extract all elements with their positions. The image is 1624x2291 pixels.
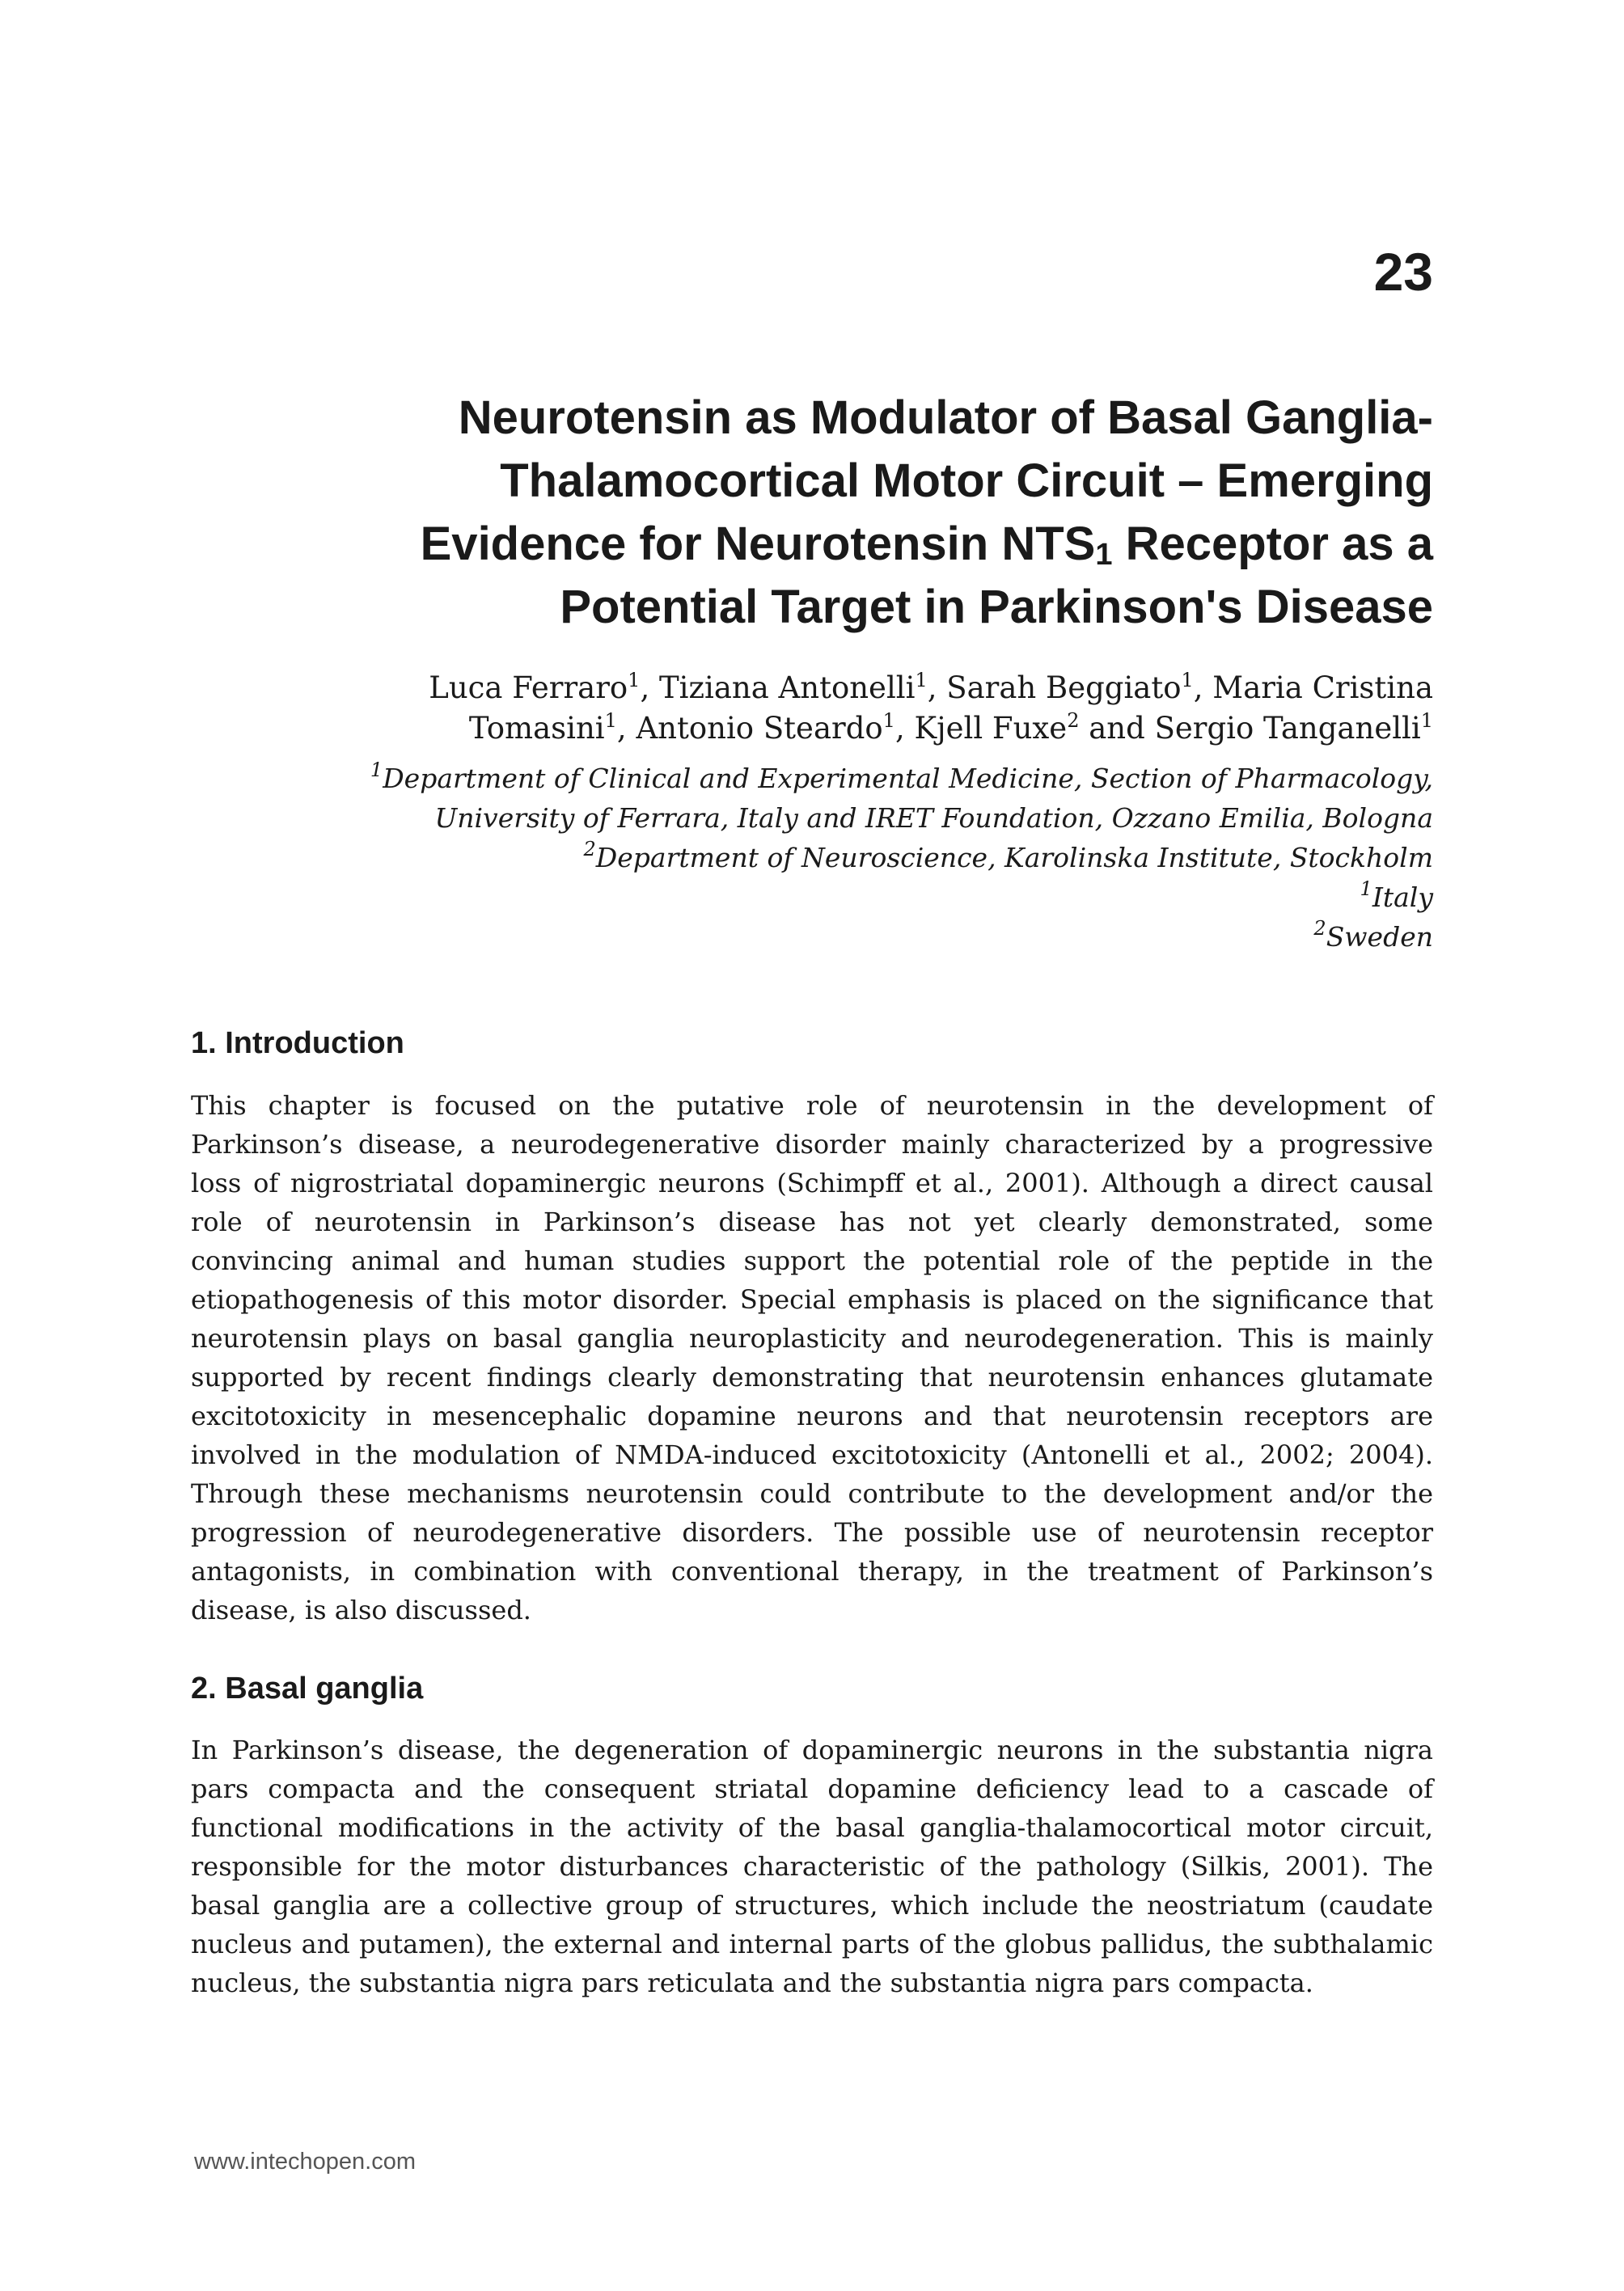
- affil-mark: 1: [370, 759, 383, 781]
- affiliations: [171, 759, 1433, 957]
- text-line: In Parkinson’s disease, the degeneration of dopaminergic neurons in the substantia nigra: [191, 1735, 1433, 1765]
- title-line-3-rest: Receptor as a: [1112, 518, 1433, 570]
- paragraph-basal-ganglia: [191, 1731, 1433, 2002]
- section-heading-introduction: 1. Introduction: [191, 1026, 404, 1060]
- affil-mark: 1: [1360, 877, 1372, 900]
- text-line: pars compacta and the consequent striatal dopamine deficiency lead to a cascade of: [191, 1773, 1433, 1804]
- affil-text: Department of Neuroscience, Karolinska Institute, Stockholm: [595, 842, 1433, 873]
- section-heading-basal-ganglia: 2. Basal ganglia: [191, 1672, 424, 1706]
- text-line: involved in the modulation of NMDA-induced excitotoxicity (Antonelli et al., 2002; 2004).: [191, 1439, 1433, 1470]
- affiliation-line-1: [171, 759, 1433, 798]
- text-line: nucleus and putamen), the external and internal parts of the globus pallidus, the subthalamic: [191, 1929, 1433, 1959]
- affiliation-line-2: University of Ferrara, Italy and IRET Foundation, Ozzano Emilia, Bologna: [434, 802, 1433, 834]
- text-line: nucleus, the substantia nigra pars reticulata and the substantia nigra pars compacta.: [191, 1968, 1313, 1998]
- text-line: disease, is also discussed.: [191, 1595, 531, 1625]
- affil-mark: 2: [583, 838, 596, 860]
- text-line: role of neurotensin in Parkinson’s disease has not yet clearly demonstrated, some: [191, 1207, 1433, 1237]
- author-affil-mark: 1: [604, 709, 617, 732]
- author-name: Luca Ferraro: [429, 670, 628, 705]
- title-line-4: Potential Target in Parkinson's Disease: [560, 581, 1433, 633]
- title-subscript: 1: [1095, 538, 1113, 572]
- author-affil-mark: 1: [882, 709, 895, 732]
- text-line: progression of neurodegenerative disorders. The possible use of neurotensin receptor: [191, 1517, 1433, 1548]
- title-line-3: [171, 513, 1433, 576]
- text-line: excitotoxicity in mesencephalic dopamine neurons and that neurotensin receptors are: [191, 1401, 1433, 1431]
- title-line-3-text: Evidence for Neurotensin NTS: [420, 518, 1096, 570]
- chapter-number: 23: [1373, 242, 1433, 302]
- author-name: , Kjell Fuxe: [894, 711, 1068, 746]
- affil-mark: 2: [1313, 917, 1326, 940]
- text-line: This chapter is focused on the putative role of neurotensin in the development of: [191, 1090, 1433, 1121]
- title-line-2: Thalamocortical Motor Circuit – Emerging: [500, 454, 1433, 507]
- author-name: , Antonio Steardo: [616, 711, 883, 746]
- paragraph-introduction: [191, 1086, 1433, 1629]
- text-line: convincing animal and human studies support the potential role of the peptide in the: [191, 1245, 1433, 1276]
- author-name: , Maria Cristina: [1193, 670, 1433, 705]
- text-line: responsible for the motor disturbances characteristic of the pathology (Silkis, 2001). The: [191, 1851, 1433, 1882]
- text-line: loss of nigrostriatal dopaminergic neurons (Schimpff et al., 2001). Although a direct causal: [191, 1168, 1433, 1198]
- chapter-title: [171, 387, 1433, 639]
- text-line: etiopathogenesis of this motor disorder. Special emphasis is placed on the significance that: [191, 1284, 1433, 1315]
- author-list: [171, 668, 1433, 749]
- affil-text: Italy: [1372, 881, 1433, 913]
- author-affil-mark: 1: [1181, 669, 1194, 691]
- affil-text: Department of Clinical and Experimental Medicine, Section of Pharmacology,: [383, 763, 1433, 794]
- affiliation-line-5: [171, 917, 1433, 957]
- author-name: Tomasini: [468, 711, 605, 746]
- title-line-1: Neurotensin as Modulator of Basal Ganglia-: [458, 391, 1433, 444]
- text-line: functional modifications in the activity of the basal ganglia-thalamocortical motor circuit,: [191, 1812, 1433, 1843]
- author-name: , Tiziana Antonelli: [640, 670, 916, 705]
- text-line: neurotensin plays on basal ganglia neuroplasticity and neurodegeneration. This is mainly: [191, 1323, 1433, 1354]
- text-line: antagonists, in combination with conventional therapy, in the treatment of Parkinson’s: [191, 1556, 1433, 1587]
- affil-text: Sweden: [1326, 921, 1433, 953]
- author-line-2: [171, 708, 1433, 749]
- affiliation-line-3: [171, 838, 1433, 877]
- text-line: Through these mechanisms neurotensin could contribute to the development and/or the: [191, 1478, 1433, 1509]
- author-name: and Sergio Tanganelli: [1079, 711, 1421, 746]
- footer-url: www.intechopen.com: [194, 2149, 417, 2175]
- author-affil-mark: 1: [1420, 709, 1433, 732]
- text-line: Parkinson’s disease, a neurodegenerative disorder mainly characterized by a progressive: [191, 1129, 1433, 1160]
- author-affil-mark: 2: [1067, 709, 1080, 732]
- affiliation-line-4: [171, 877, 1433, 917]
- author-affil-mark: 1: [628, 669, 641, 691]
- author-affil-mark: 1: [915, 669, 928, 691]
- author-line-1: [171, 668, 1433, 708]
- text-line: basal ganglia are a collective group of structures, which include the neostriatum (caudate: [191, 1890, 1433, 1921]
- author-name: , Sarah Beggiato: [927, 670, 1182, 705]
- text-line: supported by recent findings clearly demonstrating that neurotensin enhances glutamate: [191, 1362, 1433, 1393]
